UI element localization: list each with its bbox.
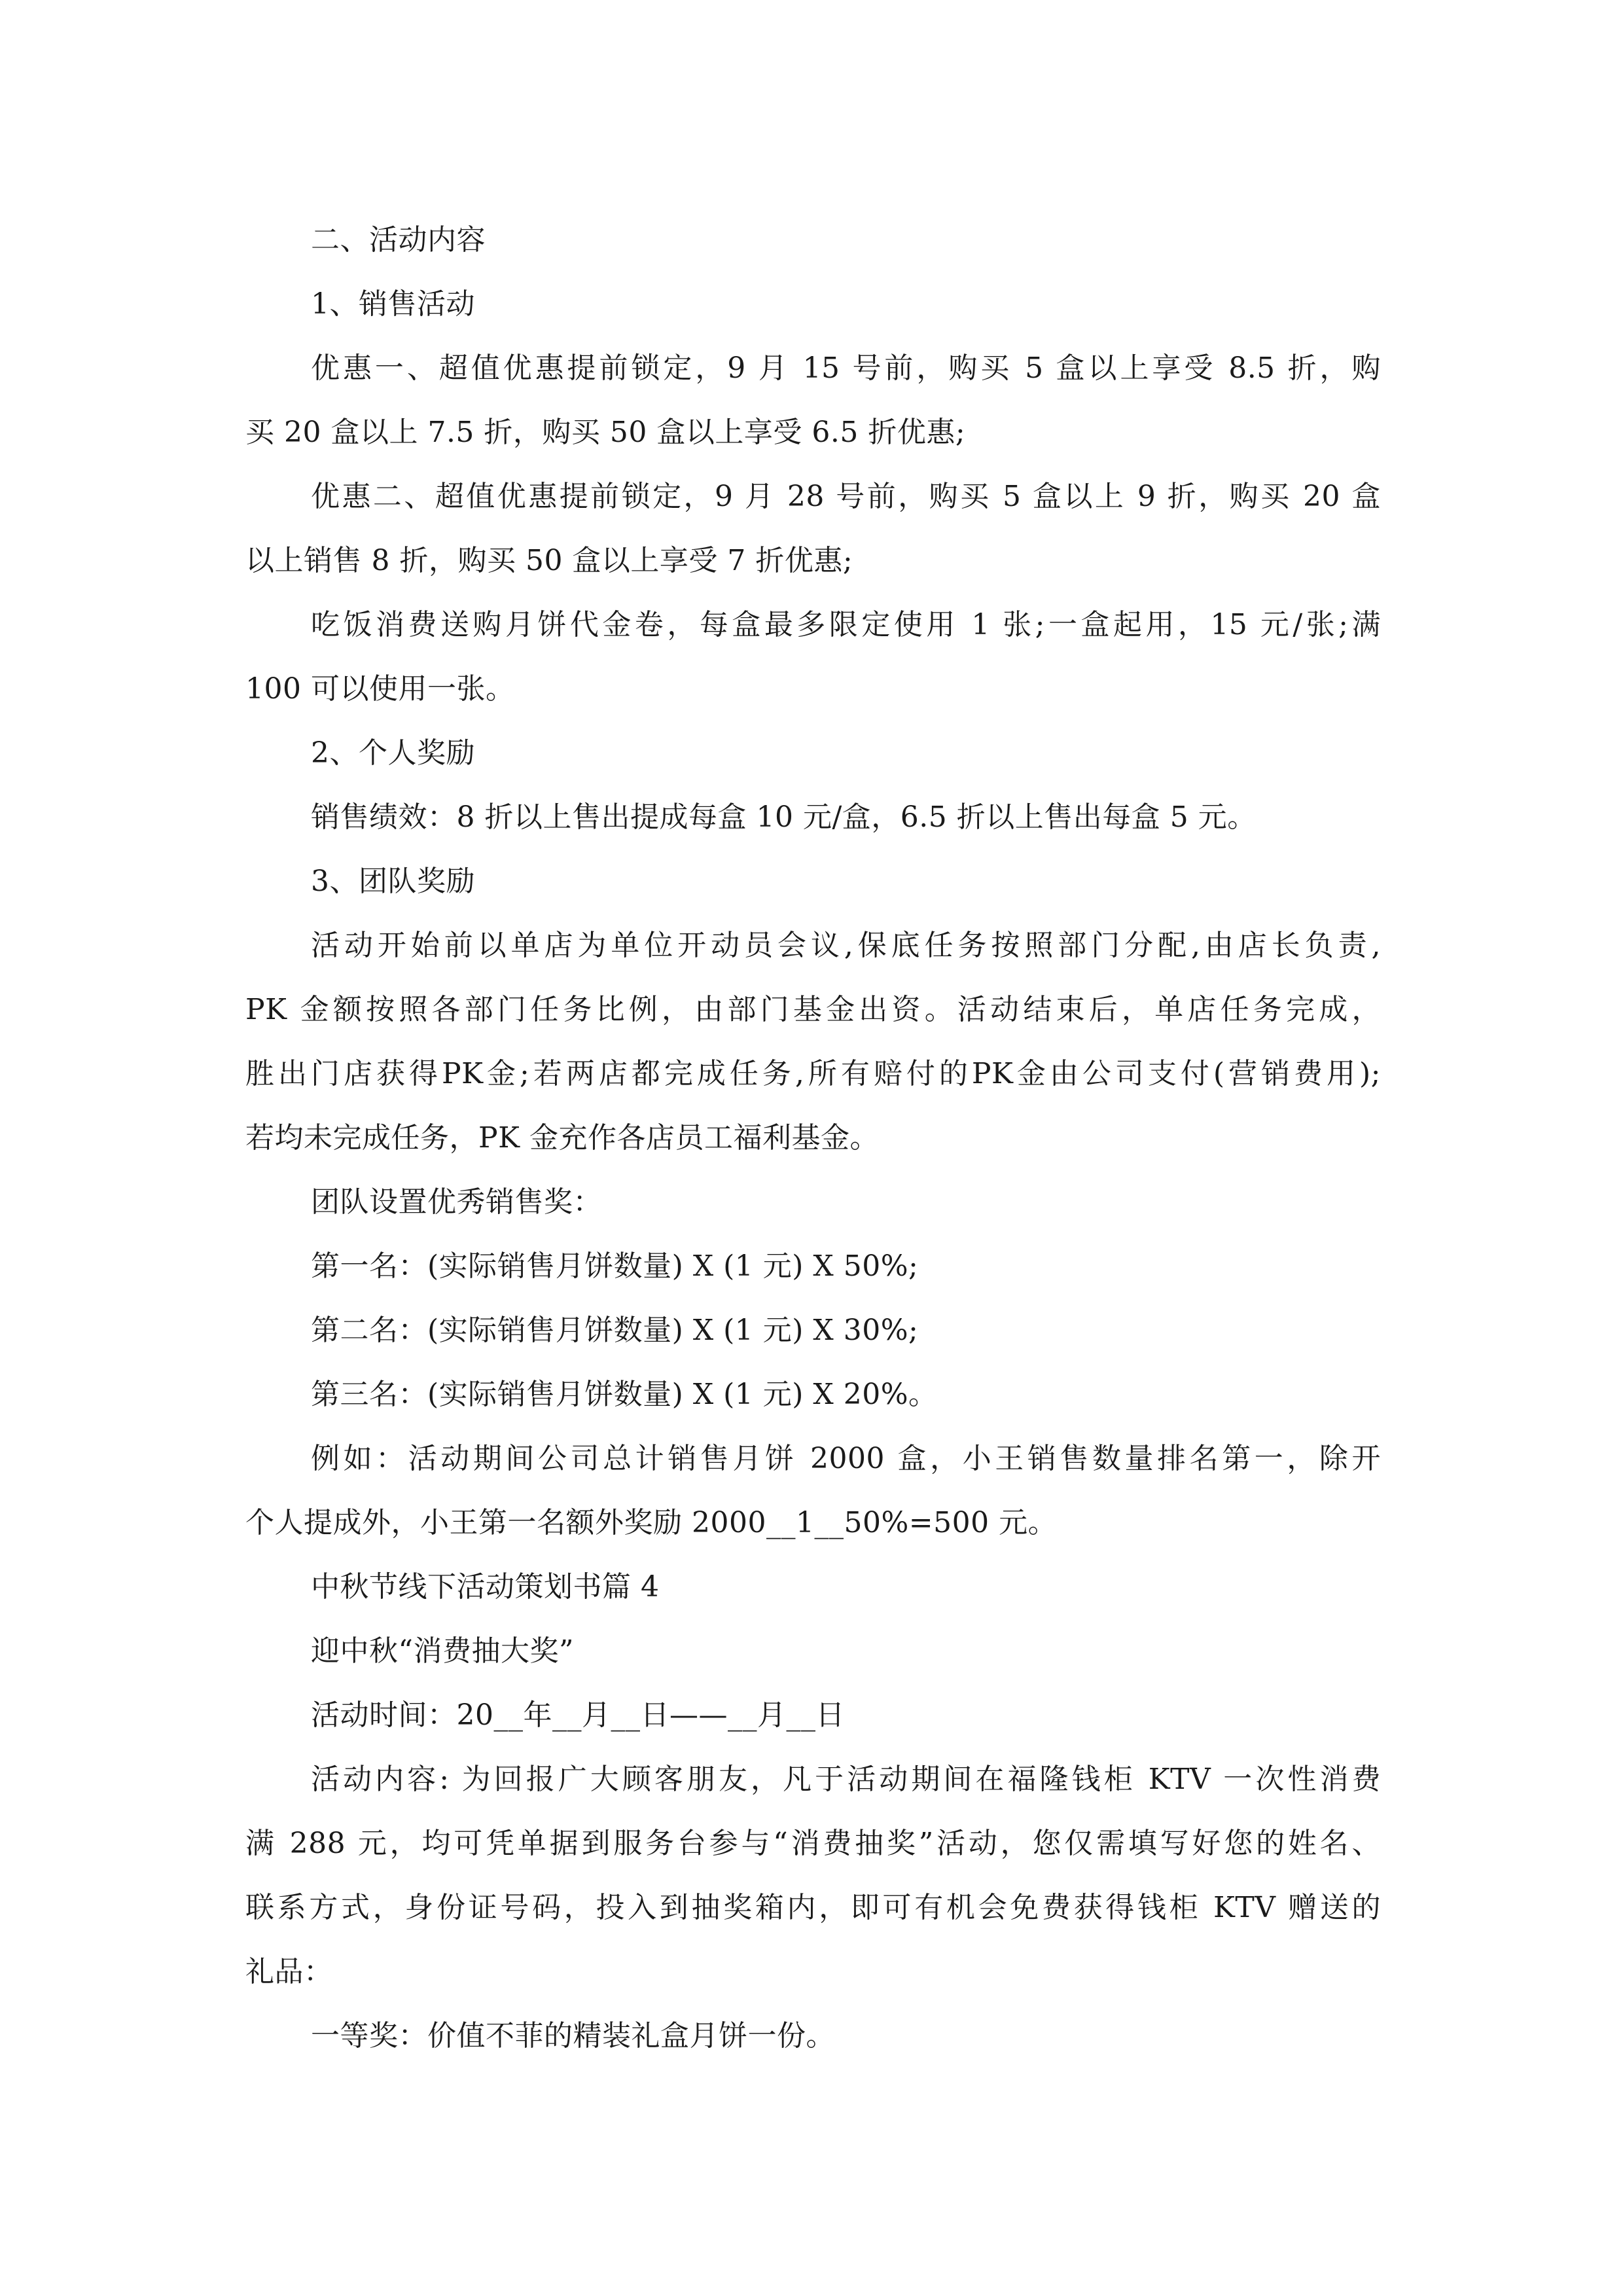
paragraph-line: 例如：活动期间公司总计销售月饼 2000 盒，小王销售数量排名第一，除开 [311,1442,1381,1475]
event-title: 迎中秋“消费抽大奖” [311,1634,574,1668]
paragraph-line: 优惠一、超值优惠提前锁定，9 月 15 号前，购买 5 盒以上享受 8.5 折，购 [311,351,1381,385]
paragraph-line: 胜出门店获得PK金;若两店都完成任务,所有赔付的PK金由公司支付(营销费用); [245,1057,1381,1090]
section-title: 中秋节线下活动策划书篇 4 [311,1570,660,1604]
paragraph-line: 吃饭消费送购月饼代金卷，每盒最多限定使用 1 张;一盒起用，15 元/张;满 [311,608,1381,641]
subsection-heading: 1、销售活动 [311,287,475,321]
paragraph-line: 满 288 元，均可凭单据到服务台参与“消费抽奖”活动，您仅需填写好您的姓名、 [245,1827,1381,1860]
paragraph-line: 100 可以使用一张。 [245,672,515,706]
paragraph-line: 以上销售 8 折，购买 50 盒以上享受 7 折优惠; [245,544,853,577]
paragraph-line: 买 20 盒以上 7.5 折，购买 50 盒以上享受 6.5 折优惠; [245,416,966,449]
section-heading: 二、活动内容 [311,223,486,257]
paragraph-line: 若均未完成任务，PK 金充作各店员工福利基金。 [245,1121,879,1155]
list-item: 第三名：(实际销售月饼数量) X (1 元) X 20%。 [311,1378,938,1411]
subsection-heading: 2、个人奖励 [311,736,475,770]
prize-item: 一等奖：价值不菲的精装礼盒月饼一份。 [311,2019,835,2053]
paragraph-line: 礼品： [245,1955,333,1988]
paragraph-line: 联系方式，身份证号码，投入到抽奖箱内，即可有机会免费获得钱柜 KTV 赠送的 [245,1891,1381,1924]
list-item: 第二名：(实际销售月饼数量) X (1 元) X 30%; [311,1314,919,1347]
subsection-heading: 3、团队奖励 [311,865,475,898]
paragraph-line: 优惠二、超值优惠提前锁定，9 月 28 号前，购买 5 盒以上 9 折，购买 20 盒 [311,480,1381,513]
list-item: 第一名：(实际销售月饼数量) X (1 元) X 50%; [311,1249,919,1283]
paragraph-line: 活动开始前以单店为单位开动员会议,保底任务按照部门分配,由店长负责, [311,929,1381,962]
document-body [245,208,1381,2068]
paragraph-line: 销售绩效：8 折以上售出提成每盒 10 元/盒，6.5 折以上售出每盒 5 元。 [311,800,1257,834]
event-time: 活动时间：20__年__月__日——__月__日 [311,1698,845,1732]
paragraph-line: 团队设置优秀销售奖： [311,1185,602,1219]
paragraph-line: PK 金额按照各部门任务比例，由部门基金出资。活动结束后，单店任务完成， [245,993,1381,1026]
paragraph-line: 活动内容: 为回报广大顾客朋友，凡于活动期间在福隆钱柜 KTV 一次性消费 [311,1763,1381,1796]
paragraph-line: 个人提成外，小王第一名额外奖励 2000__1__50%=500 元。 [245,1506,1058,1539]
